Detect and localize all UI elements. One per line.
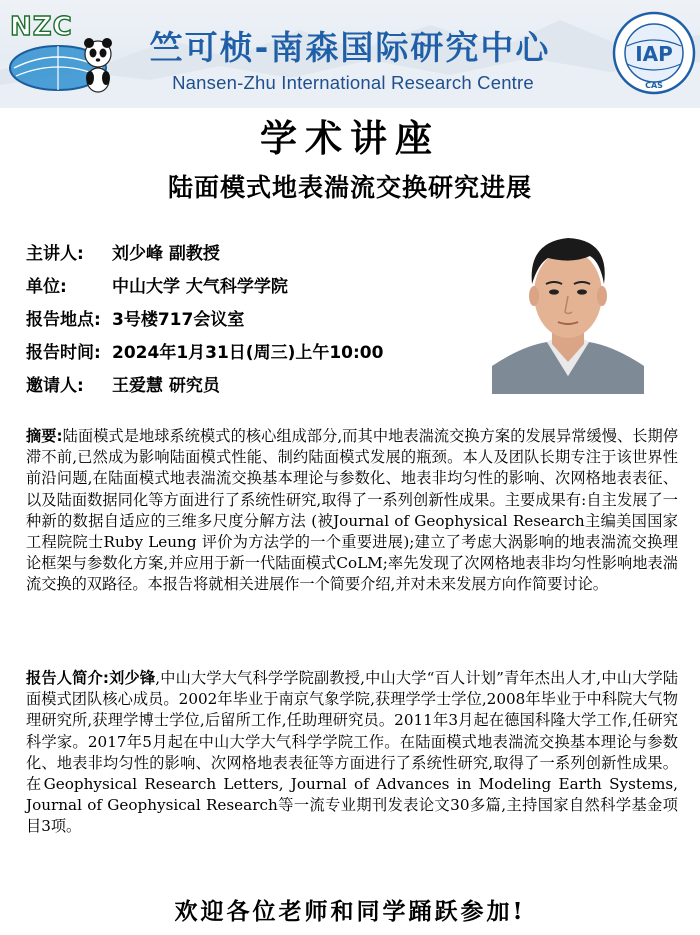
nzc-logo-text: NZC [10,12,73,42]
host-row [26,367,476,400]
host-value: 王爱慧 研究员 [112,376,220,396]
centre-title-en: Nansen-Zhu International Research Centre [172,72,534,93]
abstract-text: 陆面模式是地球系统模式的核心组成部分,而其中地表湍流交换方案的发展异常缓慢、长期停滞不前,已然成为影响陆面模式性能、制约陆面模式发展的瓶颈。本人及团队长期专注于该世界性前沿问题,在陆面模式地表湍流交换基本理论与参数化、地表非均匀性的影响、次网格地表表征、以及陆面数据同化等方面进行了系统性研究,取得了一系列创新性成果。主要成果有:自主发展了一种新的数据自适应的三维多尺度分解方法 (被Journal of Geophysical Research主编美国国家工程院院士Ruby Leung 评价为方法学的一个重要进展);建立了考虑大涡影响的地表湍流交换理论框架与参数化方案,并应用于新一代陆面模式CoLM;率先发现了次网格地表非均匀性影响地表湍流交换的双路径。本报告将就相关进展作一个简要介绍,并对未来发展方向作简要讨论。 [26,427,679,594]
time-label: 报告时间: [26,343,101,363]
page-title: 学术讲座 [260,116,440,160]
time-row [26,334,476,367]
header-banner [0,0,700,108]
lecture-title: 陆面模式地表湍流交换研究进展 [167,173,532,202]
cas-logo-text: CAS [645,81,663,90]
location-value: 3号楼717会议室 [112,310,245,330]
unit-row [26,268,476,301]
speaker-portrait [492,216,644,394]
location-row [26,301,476,334]
abstract-paragraph [26,426,678,596]
lecture-info [26,235,476,400]
speaker-row [26,235,476,268]
abstract-label: 摘要: [26,427,63,445]
bio-name: 刘少锋 [108,669,156,687]
host-label: 邀请人: [26,376,84,396]
time-value: 2024年1月31日(周三)上午10:00 [112,343,384,363]
unit-value: 中山大学 大气科学学院 [112,277,288,297]
centre-title-cn: 竺可桢-南森国际研究中心 [149,28,551,67]
unit-label: 单位: [26,277,67,297]
speaker-label: 主讲人: [26,244,84,264]
bio-label: 报告人简介: [26,669,109,687]
speaker-value: 刘少峰 副教授 [112,244,220,264]
bio-paragraph [26,668,678,838]
iap-logo [612,6,696,100]
location-label: 报告地点: [26,310,101,330]
welcome-message: 欢迎各位老师和同学踊跃参加! [174,898,526,925]
iap-logo-text: IAP [635,42,673,66]
bio-text: ,中山大学大气科学学院副教授,中山大学“百人计划”青年杰出人才,中山大学陆面模式团队核心成员。2002年毕业于南京气象学院,获理学学士学位,2008年毕业于中科院大气物理研究所,获理学博士学位,后留所工作,任助理研究员。2011年3月起在德国科隆大学工作,任研究科学家。2017年5月起在中山大学大气科学学院工作。在陆面模式地表湍流交换基本理论与参数化、地表非均匀性的影响、次网格地表表征等方面进行了系统性研究,取得了一系列创新性成果。在Geophysical Research Letters, Journal of Advances in Modeling Earth Systems, Journal of Geophysical Research等一流专业期刊发表论文30多篇,主持国家自然科学基金项目3项。 [26,669,679,836]
